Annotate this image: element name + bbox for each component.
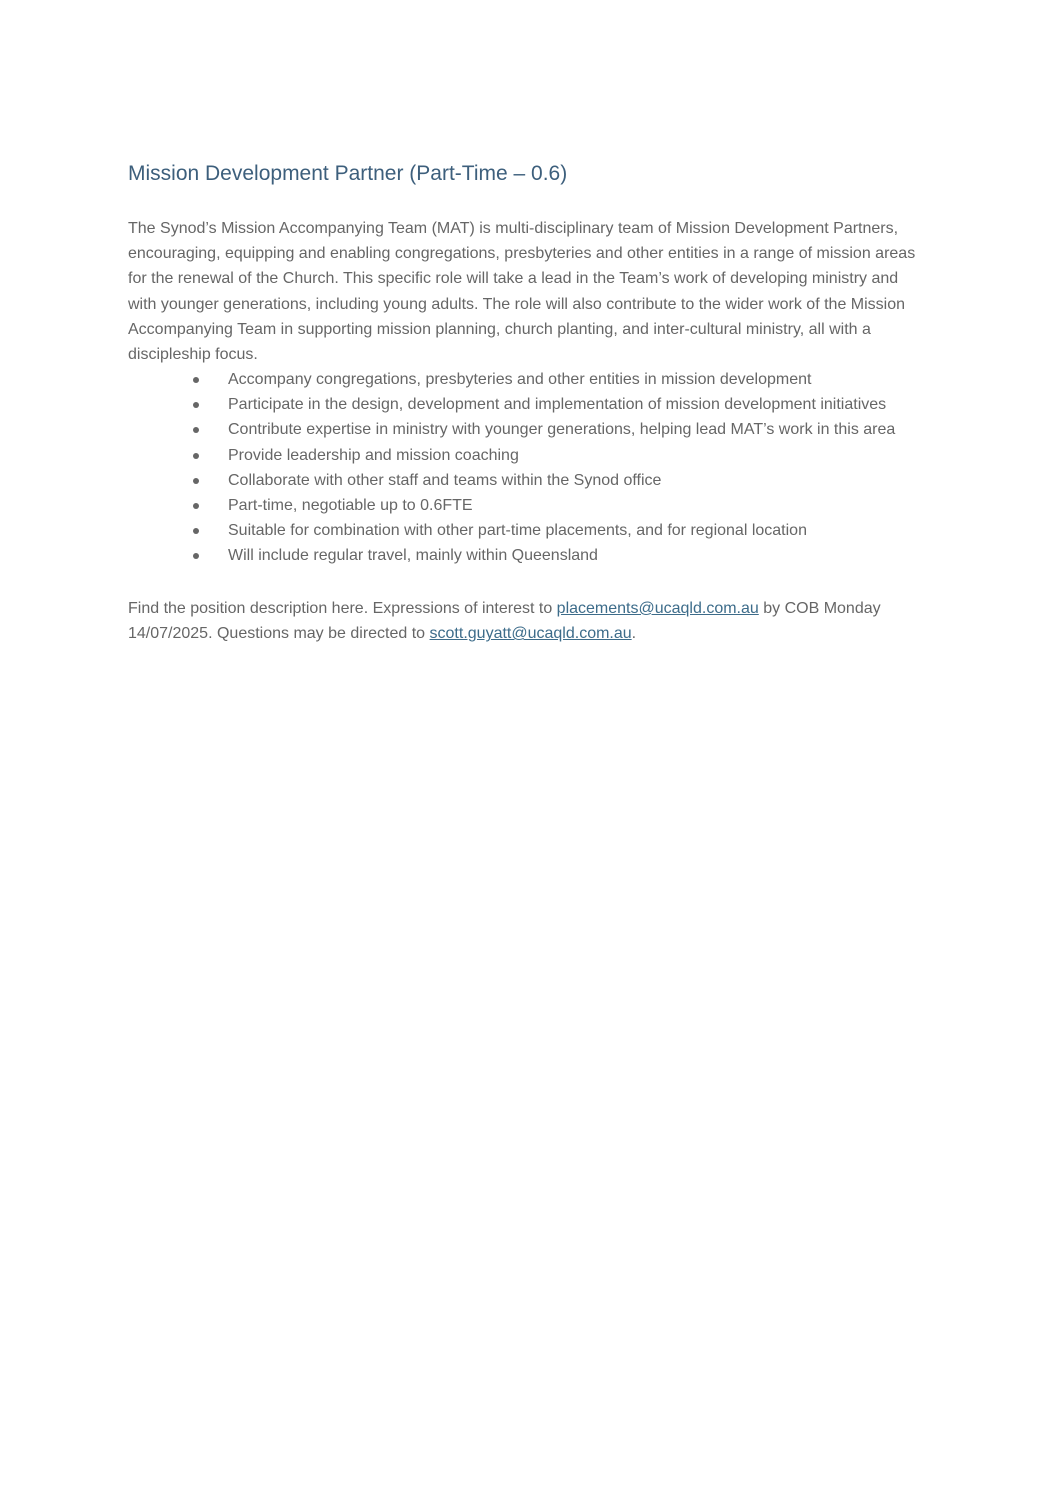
bullet-icon <box>193 503 199 509</box>
responsibilities-list <box>128 367 928 569</box>
bullet-icon <box>193 377 199 383</box>
list-item <box>128 543 928 568</box>
bullet-icon <box>193 528 199 534</box>
list-item-text: Provide leadership and mission coaching <box>228 446 519 464</box>
bullet-icon <box>193 478 199 484</box>
intro-paragraph: The Synod’s Mission Accompanying Team (MAT) is multi-disciplinary team of Mission Development Partners, encouraging, equipping and enabling congregations, presbyteries and other entities in a range of mission areas for the renewal of the Church. This specific role will take a lead in the Team’s work of developing ministry and with younger generations, including young adults. The role will also contribute to the wider work of the Mission Accompanying Team in supporting mission planning, church planting, and inter-cultural ministry, all with a discipleship focus. <box>128 220 916 364</box>
scott-guyatt-email-link[interactable]: scott.guyatt@ucaqld.com.au <box>429 625 632 643</box>
bullet-icon <box>193 553 199 559</box>
page-title: Mission Development Partner (Part-Time – 0.6) <box>128 162 568 185</box>
list-item <box>128 468 928 493</box>
list-item <box>128 392 928 417</box>
list-item-text: Collaborate with other staff and teams within the Synod office <box>228 471 662 489</box>
list-item-text: Suitable for combination with other part-time placements, and for regional location <box>228 522 807 540</box>
list-item-text: Will include regular travel, mainly within Queensland <box>228 547 598 565</box>
contact-text-intro: Find the position description here. Expressions of interest to <box>128 600 557 617</box>
list-item <box>128 443 928 468</box>
bullet-icon <box>193 402 199 408</box>
placements-email-link[interactable]: placements@ucaqld.com.au <box>556 600 759 617</box>
list-item <box>128 367 928 392</box>
list-item-text: Accompany congregations, presbyteries and other entities in mission development <box>228 371 812 388</box>
list-item-text: Contribute expertise in ministry with younger generations, helping lead MAT’s work in this area <box>228 421 896 439</box>
list-item <box>128 417 928 442</box>
bullet-icon <box>193 427 199 433</box>
contact-text-middle: by COB Monday 14/07/2025. Questions may be directed to <box>128 600 881 643</box>
contact-text-end: . <box>631 625 637 643</box>
list-item <box>128 493 928 518</box>
contact-paragraph <box>128 596 928 646</box>
bullet-icon <box>193 453 199 459</box>
list-item <box>128 518 928 543</box>
list-item-text: Part-time, negotiable up to 0.6FTE <box>228 497 473 515</box>
list-item-text: Participate in the design, development and implementation of mission development initiatives <box>228 396 887 414</box>
